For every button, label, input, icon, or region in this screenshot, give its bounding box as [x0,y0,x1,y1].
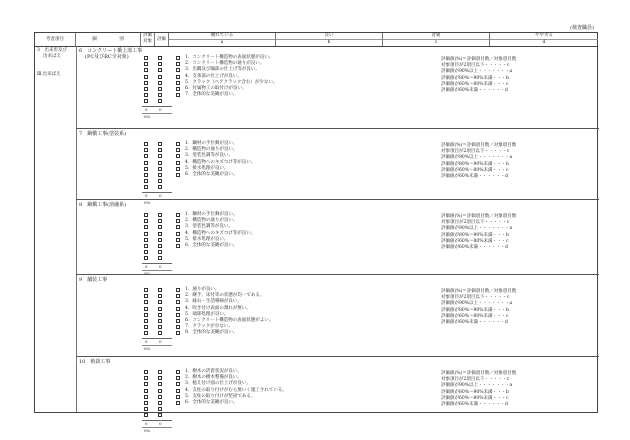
checkbox[interactable] [144,219,148,223]
checkbox[interactable] [158,154,162,158]
checkbox[interactable] [144,99,148,103]
checkbox[interactable] [158,68,162,72]
checkbox[interactable] [158,93,162,97]
checkbox[interactable] [158,225,162,229]
evaluation-rule-line: 評価値が60%未満・・・・・・d [441,174,508,180]
checkbox[interactable] [158,62,162,66]
criteria-text: 5．排水処理が良い。 [185,236,229,242]
evaluation-rule-line: 評価値(%)＝評価項目数／対象項目数 [441,289,517,294]
criteria-checkbox[interactable] [176,75,180,79]
checkbox[interactable] [158,87,162,91]
summary-percent: 0% [144,270,151,276]
checkbox[interactable] [158,407,162,411]
checkbox[interactable] [158,413,162,417]
checkbox[interactable] [158,179,162,183]
evaluation-rule-line: 評価値が90%以上・・・・・・・a [441,383,513,389]
summary-percent: 0% [144,113,151,119]
section-9 [76,274,599,356]
criteria-checkbox[interactable] [176,319,180,323]
checkbox[interactable] [144,389,148,393]
criteria-text: 3．植え付け面の仕上げが良い。 [185,381,251,387]
criteria-text: 5．クラック（ヘアクラック含む）が少ない。 [185,79,278,85]
checkbox[interactable] [144,395,148,399]
checkbox[interactable] [144,225,148,229]
criteria-text: 1．樹木の活着状況が良い。 [185,369,242,374]
summary-percent: 0% [144,427,151,433]
checkbox[interactable] [144,407,148,411]
evaluation-rule-line: 対象項目が2項目以下・・・・・c [441,149,510,155]
section-title [79,202,126,208]
criteria-text: 7．クラックが少ない。 [185,324,233,330]
criteria-checkbox[interactable] [176,213,180,217]
checkbox[interactable] [158,389,162,393]
document-label: (検査職員) [570,25,594,31]
header-grade-b [276,33,383,46]
evaluation-table [34,32,598,433]
criteria-list [176,55,277,98]
grade-c-label: 普通 [431,33,441,38]
criteria-checkbox[interactable] [176,244,180,248]
summary-count-a: 0 [145,420,148,426]
checkbox[interactable] [158,370,162,374]
checkbox[interactable] [158,75,162,79]
criteria-text: 5．支柱の取り付けが堅固である。 [185,393,256,399]
evaluation-rule [441,143,516,180]
checkbox[interactable] [144,81,148,85]
checkbox[interactable] [158,81,162,85]
criteria-checkbox[interactable] [176,307,180,311]
criteria-checkbox[interactable] [176,142,180,146]
criteria-text: 1．鋼材の手仕舞が良い。 [185,212,238,217]
section-title [79,359,110,365]
header-grade-a [169,33,276,46]
checkbox[interactable] [158,325,162,329]
checkbox[interactable] [144,75,148,79]
checkbox[interactable] [144,313,148,317]
section-title [79,131,126,137]
section-summary [142,420,172,434]
criteria-checkbox[interactable] [176,225,180,229]
section-title-text: 9 舗装工事 [79,277,108,283]
table-header [35,33,597,47]
header-target: 評価対象 [141,33,155,46]
section-subtitle: (PC及びRC全対象) [85,54,129,60]
section-title [79,277,107,283]
summary-percent: 0% [144,345,151,351]
checkbox[interactable] [144,161,148,165]
criteria-checkbox[interactable] [176,148,180,152]
checkbox[interactable] [158,185,162,189]
evaluation-rule-line: 評価値(%)＝評価項目数／対象項目数 [441,214,517,219]
checkbox[interactable] [144,238,148,242]
category-line-2: 出来ばえ [43,54,61,59]
criteria-checkbox[interactable] [176,62,180,66]
evaluation-rule-line: 評価値が60%未満・・・・・・d [441,245,508,251]
criteria-text: 4．支柱の取り付けがむら無いく施工されている。 [185,387,287,393]
checkbox[interactable] [158,376,162,380]
criteria-checkbox[interactable] [176,68,180,72]
evaluation-rule-line: 対象項目が2項目以下・・・・・c [441,377,510,383]
criteria-checkbox[interactable] [176,313,180,317]
checkbox[interactable] [144,185,148,189]
evaluation-rule-line: 評価値が80%～90%未満・・・b [441,161,509,167]
checkbox[interactable] [158,173,162,177]
checkbox[interactable] [158,238,162,242]
criteria-checkbox[interactable] [176,300,180,304]
summary-percent: 0% [144,199,151,205]
checkbox[interactable] [144,179,148,183]
checkbox[interactable] [144,331,148,335]
criteria-text: 4．構造物へのキズつけ等が良い。 [185,159,256,165]
criteria-item [176,243,255,249]
checkbox[interactable] [144,300,148,304]
criteria-checkbox[interactable] [176,93,180,97]
checkbox[interactable] [144,142,148,146]
criteria-checkbox[interactable] [176,232,180,236]
checkbox[interactable] [144,413,148,417]
grade-b-label: 良い [324,33,334,38]
checkbox[interactable] [144,62,148,66]
criteria-checkbox[interactable] [176,288,180,292]
checkbox[interactable] [144,244,148,248]
summary-counts [142,264,172,271]
checkbox[interactable] [158,161,162,165]
evaluation-rule-line: 対象項目が2項目以下・・・・・c [441,220,510,226]
criteria-text: 6．付属物工の取付けが良い。 [185,85,247,91]
checkbox[interactable] [158,256,162,260]
evaluation-rule-line: 評価値が90%以上・・・・・・・a [441,155,513,161]
checkbox[interactable] [158,232,162,236]
evaluation-rule-line: 評価値(%)＝評価項目数／対象項目数 [441,143,517,148]
criteria-text: 2．樹木の樹木整備が良い。 [185,375,242,381]
checkbox[interactable] [158,250,162,254]
section-title [79,48,142,60]
header-grade-c [383,33,490,46]
criteria-text: 3．塗装色調等が良い。 [185,224,233,230]
criteria-checkbox[interactable] [176,376,180,380]
grade-d-label: やや劣る [535,33,553,38]
checkbox[interactable] [158,313,162,317]
header-grade-d [490,33,598,46]
checkbox[interactable] [144,68,148,72]
checkbox[interactable] [158,142,162,146]
summary-count-a: 0 [145,263,148,269]
checkbox[interactable] [144,288,148,292]
grade-c-letter: c [383,39,489,46]
checkbox[interactable] [144,148,148,152]
evaluation-rule [441,289,516,326]
category-line-1: 3 出来形及び [37,48,67,53]
checkbox[interactable] [158,148,162,152]
checkbox[interactable] [158,395,162,399]
evaluation-rule-line: 評価値が60%～80%未満・・・c [441,81,509,87]
criteria-list [176,212,255,249]
criteria-text: 6．コンクリート構造物の表面状態がよい。 [185,317,274,323]
criteria-list [176,287,273,337]
checkbox[interactable] [144,154,148,158]
evaluation-rule-line: 評価値が90%以上・・・・・・・a [441,226,513,232]
checkbox[interactable] [144,56,148,60]
criteria-checkbox[interactable] [176,154,180,158]
criteria-text: 2．コンクリート構造物の通りが良い。 [185,61,265,67]
checkbox[interactable] [144,256,148,260]
criteria-text: 4．吹き付け表面の割れが無い。 [185,305,251,311]
criteria-checkbox[interactable] [176,395,180,399]
checkbox[interactable] [158,382,162,386]
checkbox[interactable] [144,294,148,298]
criteria-text: 3．出隅及び隅部の仕上げ等が良い。 [185,67,260,73]
checkbox[interactable] [158,319,162,323]
evaluation-rule-line: 評価値が60%未満・・・・・・d [441,88,508,94]
checkbox[interactable] [144,173,148,177]
checkbox[interactable] [158,56,162,60]
evaluation-rule-line: 評価値(%)＝評価項目数／対象項目数 [441,371,517,376]
criteria-checkbox[interactable] [176,325,180,329]
criteria-checkbox[interactable] [176,167,180,171]
summary-count-b: 0 [159,263,162,269]
criteria-text: 2．構造物の通りが良い。 [185,218,238,224]
criteria-list [176,141,255,178]
criteria-text: 3．縁石・生活導線が良い。 [185,299,242,305]
criteria-text: 4．構造物へのキズつけ等が良い。 [185,230,256,236]
criteria-text: 8．全体的な美観が良い。 [185,330,238,336]
grade-d-letter: d [490,39,598,46]
criteria-checkbox[interactable] [176,161,180,165]
summary-count-a: 0 [145,106,148,112]
criteria-text: 2．構造物の通りが良い。 [185,147,238,153]
summary-counts [142,107,172,114]
evaluation-rule-line: 対象項目が2項目以下・・・・・c [441,295,510,301]
evaluation-rule-line: 評価値(%)＝評価項目数／対象項目数 [441,57,517,62]
criteria-text: 1．通りが良い。 [185,287,220,292]
criteria-item [176,172,255,178]
criteria-text: 1．鋼材の手仕舞が良い。 [185,141,238,146]
criteria-checkbox[interactable] [176,56,180,60]
criteria-text: 3．塗装色調等が良い。 [185,153,233,159]
criteria-text: 2．継手、床付等の状態が均一である。 [185,293,265,299]
grade-a-label: 優れている [210,33,234,38]
category-line-3: Ⅲ.出来ばえ [37,72,61,77]
summary-count-a: 0 [145,338,148,344]
criteria-checkbox[interactable] [176,382,180,386]
summary-count-b: 0 [159,338,162,344]
section-summary [142,106,172,120]
evaluation-rule-line: 評価値が60%未満・・・・・・d [441,402,508,408]
section-title-text: 7 鋼橋工事(塗装系) [79,131,127,137]
checkbox[interactable] [144,325,148,329]
criteria-item [176,400,287,406]
checkbox[interactable] [158,288,162,292]
checkbox[interactable] [144,382,148,386]
checkbox[interactable] [144,319,148,323]
evaluation-rule [441,57,516,94]
criteria-checkbox[interactable] [176,81,180,85]
checkbox[interactable] [144,307,148,311]
section-title-text: 6 コンクリート橋上部工事 [79,48,143,54]
evaluation-rule-line: 評価値が60%～80%未満・・・c [441,167,509,173]
checkbox[interactable] [144,213,148,217]
checkbox[interactable] [144,87,148,91]
checkbox[interactable] [158,99,162,103]
checkbox[interactable] [158,244,162,248]
header-item: 考査項目 [35,33,76,46]
section-10 [76,356,599,433]
criteria-item [176,330,273,336]
criteria-item [176,92,277,98]
left-category [35,46,76,80]
summary-count-b: 0 [159,420,162,426]
checkbox[interactable] [144,370,148,374]
checkbox[interactable] [158,219,162,223]
criteria-checkbox[interactable] [176,401,180,405]
checkbox[interactable] [144,250,148,254]
evaluation-rule-line: 評価値が80%～90%未満・・・b [441,75,509,81]
section-summary [142,338,172,352]
evaluation-rule-line: 評価値が60%～80%未満・・・c [441,313,509,319]
evaluation-rule-line: 評価値が90%以上・・・・・・・a [441,69,513,75]
criteria-text: 5．排水処理が良い。 [185,165,229,171]
summary-counts [142,339,172,346]
summary-counts [142,421,172,428]
criteria-checkbox[interactable] [176,219,180,223]
summary-count-a: 0 [145,192,148,198]
criteria-list [176,369,287,406]
checkbox[interactable] [158,331,162,335]
evaluation-rule-line: 評価値が80%～90%未満・・・b [441,307,509,313]
checkbox[interactable] [144,376,148,380]
checkbox[interactable] [144,232,148,236]
evaluation-rule [441,214,516,251]
checkbox[interactable] [158,167,162,171]
criteria-text: 6．全体的な美観が良い。 [185,171,238,177]
criteria-text: 6．全体的な美観が良い。 [185,399,238,405]
checkbox[interactable] [144,167,148,171]
checkbox[interactable] [144,401,148,405]
criteria-text: 1．コンクリート構造物の表面状態が良い。 [185,55,274,60]
checkbox[interactable] [158,300,162,304]
evaluation-rule-line: 評価値が60%～80%未満・・・c [441,395,509,401]
criteria-checkbox[interactable] [176,238,180,242]
header-eval: 評価 [155,33,169,46]
criteria-checkbox[interactable] [176,331,180,335]
section-6 [76,46,599,128]
evaluation-rule-line: 評価値が60%未満・・・・・・d [441,320,508,326]
section-title-text: 10 植栽工事 [79,359,111,365]
criteria-text: 5．端部処理が良い。 [185,311,229,317]
summary-count-b: 0 [159,106,162,112]
evaluation-rule-line: 評価値が90%以上・・・・・・・a [441,301,513,307]
criteria-text: 7．全体的な美観が良い。 [185,92,238,98]
evaluation-rule-line: 評価値が60%～80%未満・・・c [441,238,509,244]
checkbox[interactable] [158,213,162,217]
criteria-checkbox[interactable] [176,87,180,91]
evaluation-rule-line: 評価値が80%～90%未満・・・b [441,232,509,238]
checkbox[interactable] [158,307,162,311]
section-title-text: 8 鋼橋工事(溶融系) [79,202,127,208]
evaluation-rule-line: 評価値が80%～90%未満・・・b [441,389,509,395]
criteria-text: 6．全体的な美観が良い。 [185,242,238,248]
criteria-checkbox[interactable] [176,389,180,393]
criteria-checkbox[interactable] [176,173,180,177]
grade-b-letter: b [276,39,382,46]
criteria-checkbox[interactable] [176,294,180,298]
checkbox[interactable] [158,294,162,298]
summary-count-b: 0 [159,192,162,198]
checkbox[interactable] [158,401,162,405]
section-8 [76,199,599,274]
evaluation-rule-line: 対象項目が2項目以下・・・・・c [441,63,510,69]
header-detail: 細 別 [76,33,141,46]
checkbox[interactable] [144,93,148,97]
evaluation-rule [441,371,516,408]
criteria-text: 4．支承部の仕上げが良い。 [185,73,242,79]
criteria-checkbox[interactable] [176,370,180,374]
grade-a-letter: a [169,39,275,46]
